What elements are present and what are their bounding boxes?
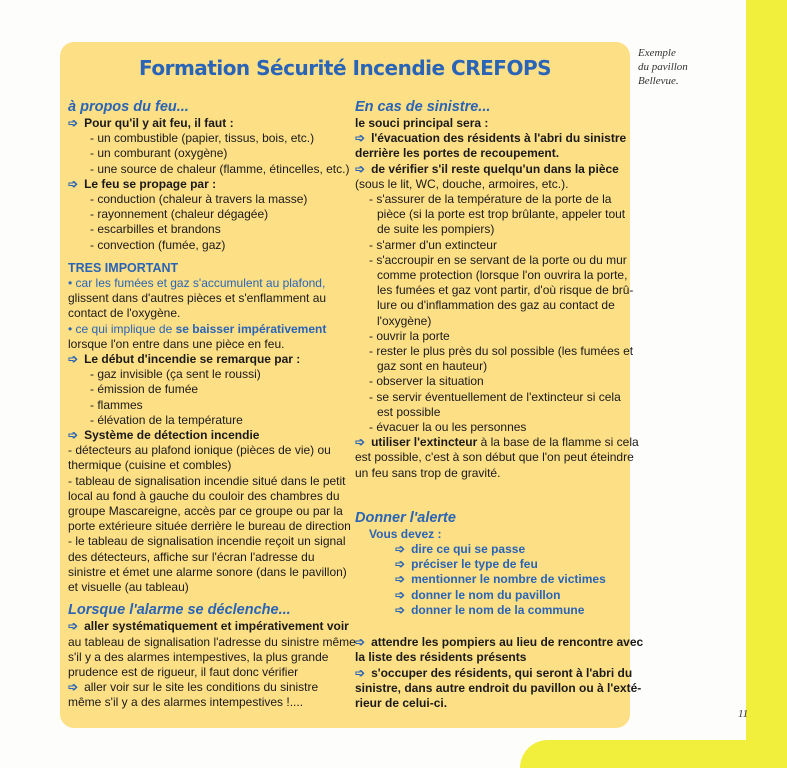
page-title: Formation Sécurité Incendie CREFOPS	[138, 56, 552, 80]
list-item: dire ce qui se passe	[411, 542, 526, 557]
text-line: l'évacuation des résidents à l'abri du sinistre	[371, 131, 627, 146]
yellow-bottom-edge	[520, 740, 787, 768]
text-line: Le feu se propage par :	[84, 176, 217, 191]
caption-line: Bellevue.	[638, 75, 679, 87]
text-emphasis: se baisser impérativement	[175, 321, 327, 336]
text-line: est possible, c'est à son début que l'on peut éteindre	[355, 450, 634, 465]
text-line: - observer la situation	[369, 374, 484, 389]
text-line: est possible	[377, 404, 441, 419]
text-line: au tableau de signalisation l'adresse du sinistre même	[68, 634, 356, 649]
yellow-page-edge	[746, 0, 787, 768]
section-heading-fire: à propos du feu...	[68, 99, 189, 115]
text-line: même s'il y a des alarmes intempestives !....	[68, 695, 304, 710]
text-line: sinistre et émet une alarme sonore (dans le pavillon)	[68, 564, 347, 579]
text-line: de suite les pompiers)	[377, 222, 495, 237]
text-line: - rayonnement (chaleur dégagée)	[90, 207, 269, 222]
text-line: aller voir sur le site les conditions du sinistre	[84, 680, 319, 695]
text-line: Pour qu'il y ait feu, il faut :	[84, 116, 234, 130]
text-line: - un comburant (oxygène)	[90, 146, 228, 161]
text-line: - s'assurer de la température de la porte de la	[369, 192, 612, 207]
text-line: - élévation de la température	[90, 412, 243, 427]
text-line: à la base de la flamme si cela	[477, 435, 639, 450]
arrow-icon: ➩	[68, 680, 79, 695]
text-line: Le début d'incendie se remarque par :	[84, 352, 301, 367]
text-line: - le tableau de signalisation incendie reçoit un signal	[68, 534, 346, 549]
arrow-icon: ➩	[355, 665, 366, 680]
arrow-icon: ➩	[395, 557, 406, 572]
text-line: Système de détection incendie	[84, 428, 260, 443]
text-line: le souci principal sera :	[355, 116, 489, 130]
text-line: - s'accroupir en se servant de la porte ou du mur	[369, 252, 627, 267]
list-item: donner le nom de la commune	[411, 602, 585, 617]
text-line: Vous devez :	[369, 526, 442, 541]
page-number: 11	[738, 708, 749, 720]
text-line: attendre les pompiers au lieu de rencontre avec	[371, 635, 644, 650]
text-line: glissent dans d'autres pièces et s'enflamment au	[68, 291, 327, 306]
text-line: - une source de chaleur (flamme, étincelles, etc.)	[90, 161, 350, 176]
image-caption	[638, 46, 738, 88]
text-line: - évacuer la ou les personnes	[369, 420, 527, 435]
text-line: lorsque l'on entre dans une pièce en feu.	[68, 336, 285, 351]
text-line: - un combustible (papier, tissus, bois, etc.)	[90, 131, 315, 146]
text-line: des détecteurs, affiche sur l'écran l'adresse du	[68, 549, 315, 564]
text-line: rieur de celui-ci.	[355, 695, 448, 710]
text-line: thermique (cuisine et combles)	[68, 458, 232, 473]
caption-line: du pavillon	[638, 61, 688, 73]
arrow-icon: ➩	[68, 428, 79, 443]
arrow-icon: ➩	[395, 542, 406, 557]
arrow-icon: ➩	[355, 635, 366, 650]
text-line: - conduction (chaleur à travers la masse)	[90, 192, 308, 207]
text-line: sinistre, dans autre endroit du pavillon ou à l'exté-	[355, 680, 642, 695]
text-line: • car les fumées et gaz s'accumulent au plafond,	[68, 276, 326, 291]
section-heading-disaster: En cas de sinistre...	[355, 99, 491, 115]
arrow-icon: ➩	[68, 619, 79, 634]
list-item: préciser le type de feu	[411, 557, 538, 572]
text-line: pièce (si la porte est trop brûlante, appeler tout	[377, 207, 626, 222]
arrow-icon: ➩	[355, 161, 366, 176]
left-column	[68, 98, 356, 711]
text-line: - tableau de signalisation incendie situé dans le petit	[68, 473, 346, 488]
section-heading-important: TRES IMPORTANT	[68, 260, 179, 275]
text-line: porte extérieure située derrière le bureau de direction	[68, 519, 351, 534]
list-item: donner le nom du pavillon	[411, 587, 561, 602]
section-heading-alert: Donner l'alerte	[355, 509, 456, 526]
arrow-icon: ➩	[395, 587, 406, 602]
right-column	[355, 98, 644, 711]
text-line: les fumées et gaz vont partir, d'où risque de brû-	[377, 283, 634, 298]
text-emphasis: utiliser l'extincteur	[371, 435, 478, 450]
arrow-icon: ➩	[355, 435, 366, 450]
text-line: - escarbilles et brandons	[90, 222, 221, 237]
section-heading-alarm: Lorsque l'alarme se déclenche...	[68, 602, 291, 619]
text-line: - se servir éventuellement de l'extincteur si cela	[369, 389, 621, 404]
text-line: gaz sont en hauteur)	[377, 359, 488, 374]
text-line: de vérifier s'il reste quelqu'un dans la pièce	[371, 161, 619, 176]
text-line: • ce qui implique de	[68, 321, 176, 336]
text-line: un feu sans trop de gravité.	[355, 465, 501, 480]
text-line: - rester le plus près du sol possible (les fumées et	[369, 344, 634, 359]
text-line: - gaz invisible (ça sent le roussi)	[90, 367, 261, 382]
text-line: - flammes	[90, 397, 143, 412]
text-line: groupe Mascareigne, accès par ce groupe ou par la	[68, 504, 343, 519]
arrow-icon: ➩	[395, 572, 406, 587]
text-line: comme protection (lorsque l'on ouvrira la porte,	[377, 268, 628, 283]
text-line: aller systématiquement et impérativement voir	[84, 619, 349, 634]
arrow-icon: ➩	[68, 176, 79, 191]
text-line: la liste des résidents présents	[355, 650, 527, 665]
arrow-icon: ➩	[68, 352, 79, 367]
text-line: - émission de fumée	[90, 382, 199, 397]
text-line: et visuelle (au tableau)	[68, 580, 189, 595]
text-line: contact de l'oxygène.	[68, 306, 181, 321]
text-line: prudence est de rigueur, il faut donc vérifier	[68, 664, 299, 679]
text-line: s'occuper des résidents, qui seront à l'abri du	[371, 665, 633, 680]
arrow-icon: ➩	[395, 602, 406, 617]
arrow-icon: ➩	[355, 131, 366, 146]
text-line: (sous le lit, WC, douche, armoires, etc.).	[355, 176, 569, 191]
arrow-icon: ➩	[68, 116, 79, 130]
text-line: - ouvrir la porte	[369, 328, 450, 343]
text-line: l'oxygène)	[377, 313, 432, 328]
caption-line: Exemple	[638, 47, 676, 59]
text-line: lure ou d'inflammation des gaz au contact de	[377, 298, 615, 313]
text-line: derrière les portes de recoupement.	[355, 146, 560, 161]
text-line: s'il y a des alarmes intempestives, la plus grande	[68, 649, 329, 664]
text-line: - détecteurs au plafond ionique (pièces de vie) ou	[68, 443, 331, 458]
text-line: local au fond à gauche du couloir des chambres du	[68, 488, 340, 503]
text-line: - convection (fumée, gaz)	[90, 237, 226, 252]
text-line: - s'armer d'un extincteur	[369, 237, 497, 252]
list-item: mentionner le nombre de victimes	[411, 572, 606, 587]
